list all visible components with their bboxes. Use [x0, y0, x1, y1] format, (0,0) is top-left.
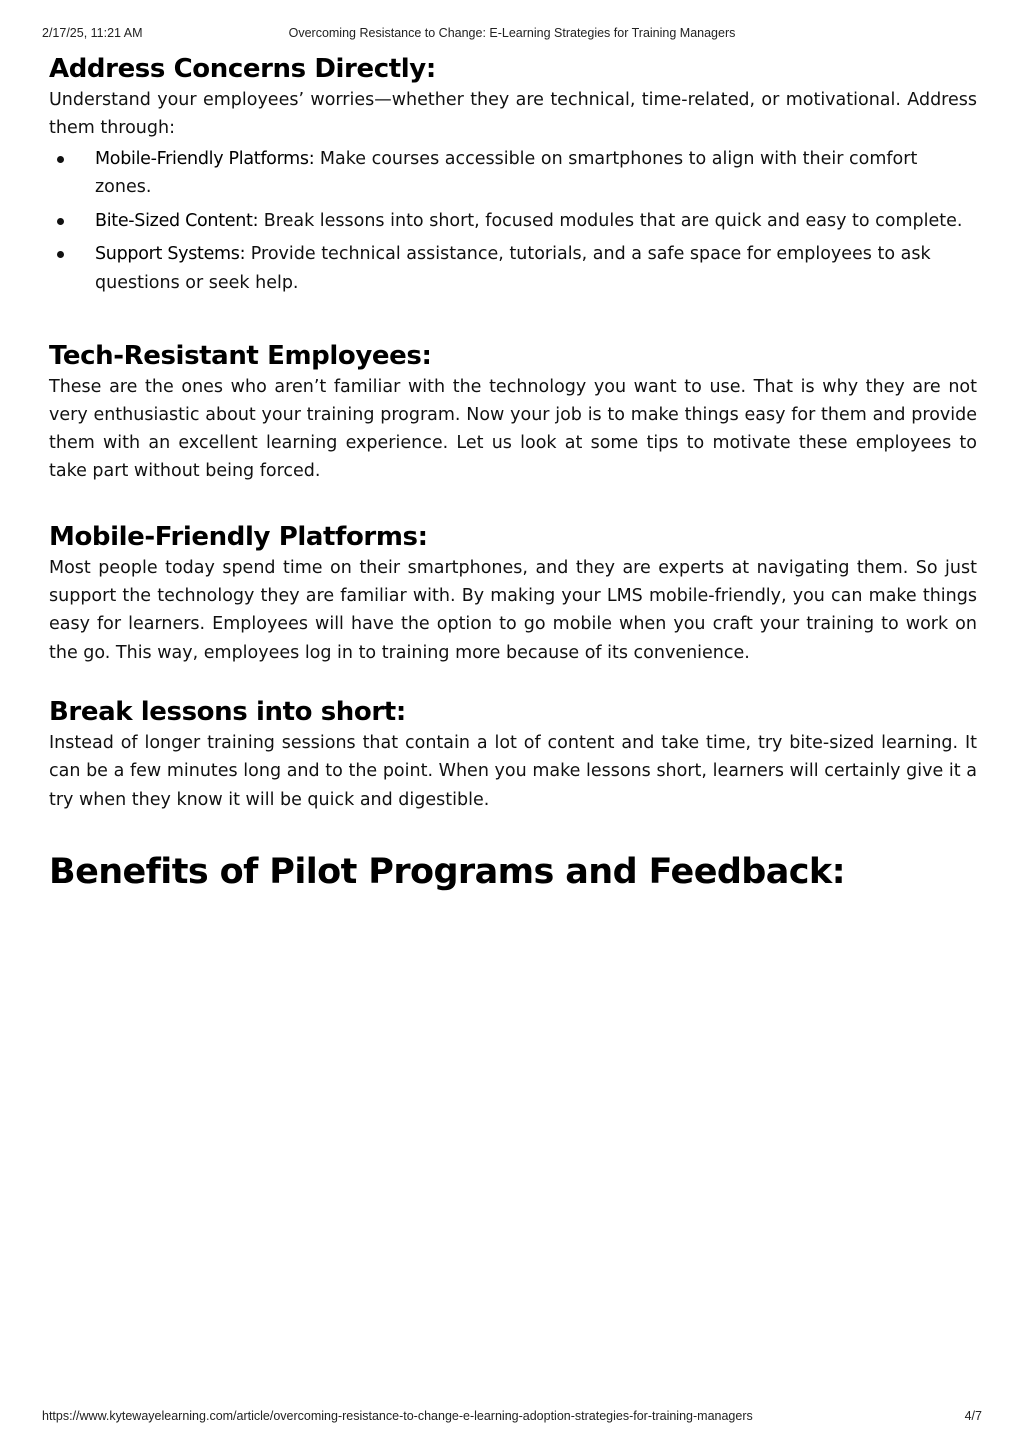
list-item-label: Bite-Sized Content:	[95, 210, 259, 231]
spacer	[49, 667, 977, 695]
list-item	[49, 145, 977, 202]
article-content	[49, 52, 977, 894]
mobile-friendly-body: Most people today spend time on their smartphones, and they are experts at navigating them. So just support the technology they are familiar with. By making your LMS mobile-friendly, you can make things easy for learners. Employees will have the option to go mobile when you craft your training to work on the go. This way, employees log in to training more because of its convenience.	[49, 557, 977, 663]
list-item	[49, 207, 977, 235]
spacer	[49, 814, 977, 850]
heading-tech-resistant: Tech-Resistant Employees:	[49, 340, 432, 371]
heading-address-concerns: Address Concerns Directly:	[49, 54, 436, 84]
print-datetime: 2/17/25, 11:21 AM	[42, 26, 143, 40]
heading-mobile-friendly: Mobile-Friendly Platforms:	[49, 521, 428, 552]
heading-break-lessons: Break lessons into short:	[49, 696, 406, 727]
bullet-icon	[57, 156, 64, 163]
list-item-label: Support Systems:	[95, 244, 246, 265]
break-lessons-body: Instead of longer training sessions that contain a lot of content and take time, try bite-sized learning. It can be a few minutes long and to the point. When you make lessons short, learners will certainly give it a try when they know it will be quick and digestible.	[49, 732, 977, 810]
concerns-list	[49, 145, 977, 297]
tech-resistant-body: These are the ones who aren’t familiar with the technology you want to use. That is why they are not very enthusiastic about your training program. Now your job is to make things easy for them and provide them with an excellent learning experience. Let us look at some tips to motivate these employees to take part without being forced.	[49, 376, 977, 482]
list-item-text: Provide technical assistance, tutorials, and a safe space for employees to ask questions or seek help.	[95, 244, 931, 293]
bullet-icon	[57, 218, 64, 225]
print-page-title: Overcoming Resistance to Change: E-Learning Strategies for Training Managers	[288, 26, 736, 40]
list-item-text: Break lessons into short, focused modules that are quick and easy to complete.	[258, 210, 963, 231]
print-header	[42, 26, 982, 42]
bullet-icon	[57, 251, 64, 258]
heading-benefits: Benefits of Pilot Programs and Feedback:	[49, 851, 845, 892]
print-footer	[42, 1409, 982, 1425]
list-item-text: Make courses accessible on smartphones to align with their comfort zones.	[95, 148, 918, 197]
page-number: 4/7	[964, 1409, 982, 1423]
print-url: https://www.kytewayelearning.com/article/overcoming-resistance-to-change-e-learning-adoption-strategies-for-training-managers	[42, 1409, 753, 1423]
list-item-label: Mobile-Friendly Platforms:	[95, 148, 315, 169]
address-concerns-intro: Understand your employees’ worries—whether they are technical, time-related, or motivational. Address them through:	[49, 90, 977, 139]
spacer	[49, 303, 977, 339]
list-item	[49, 240, 977, 297]
spacer	[49, 486, 977, 520]
